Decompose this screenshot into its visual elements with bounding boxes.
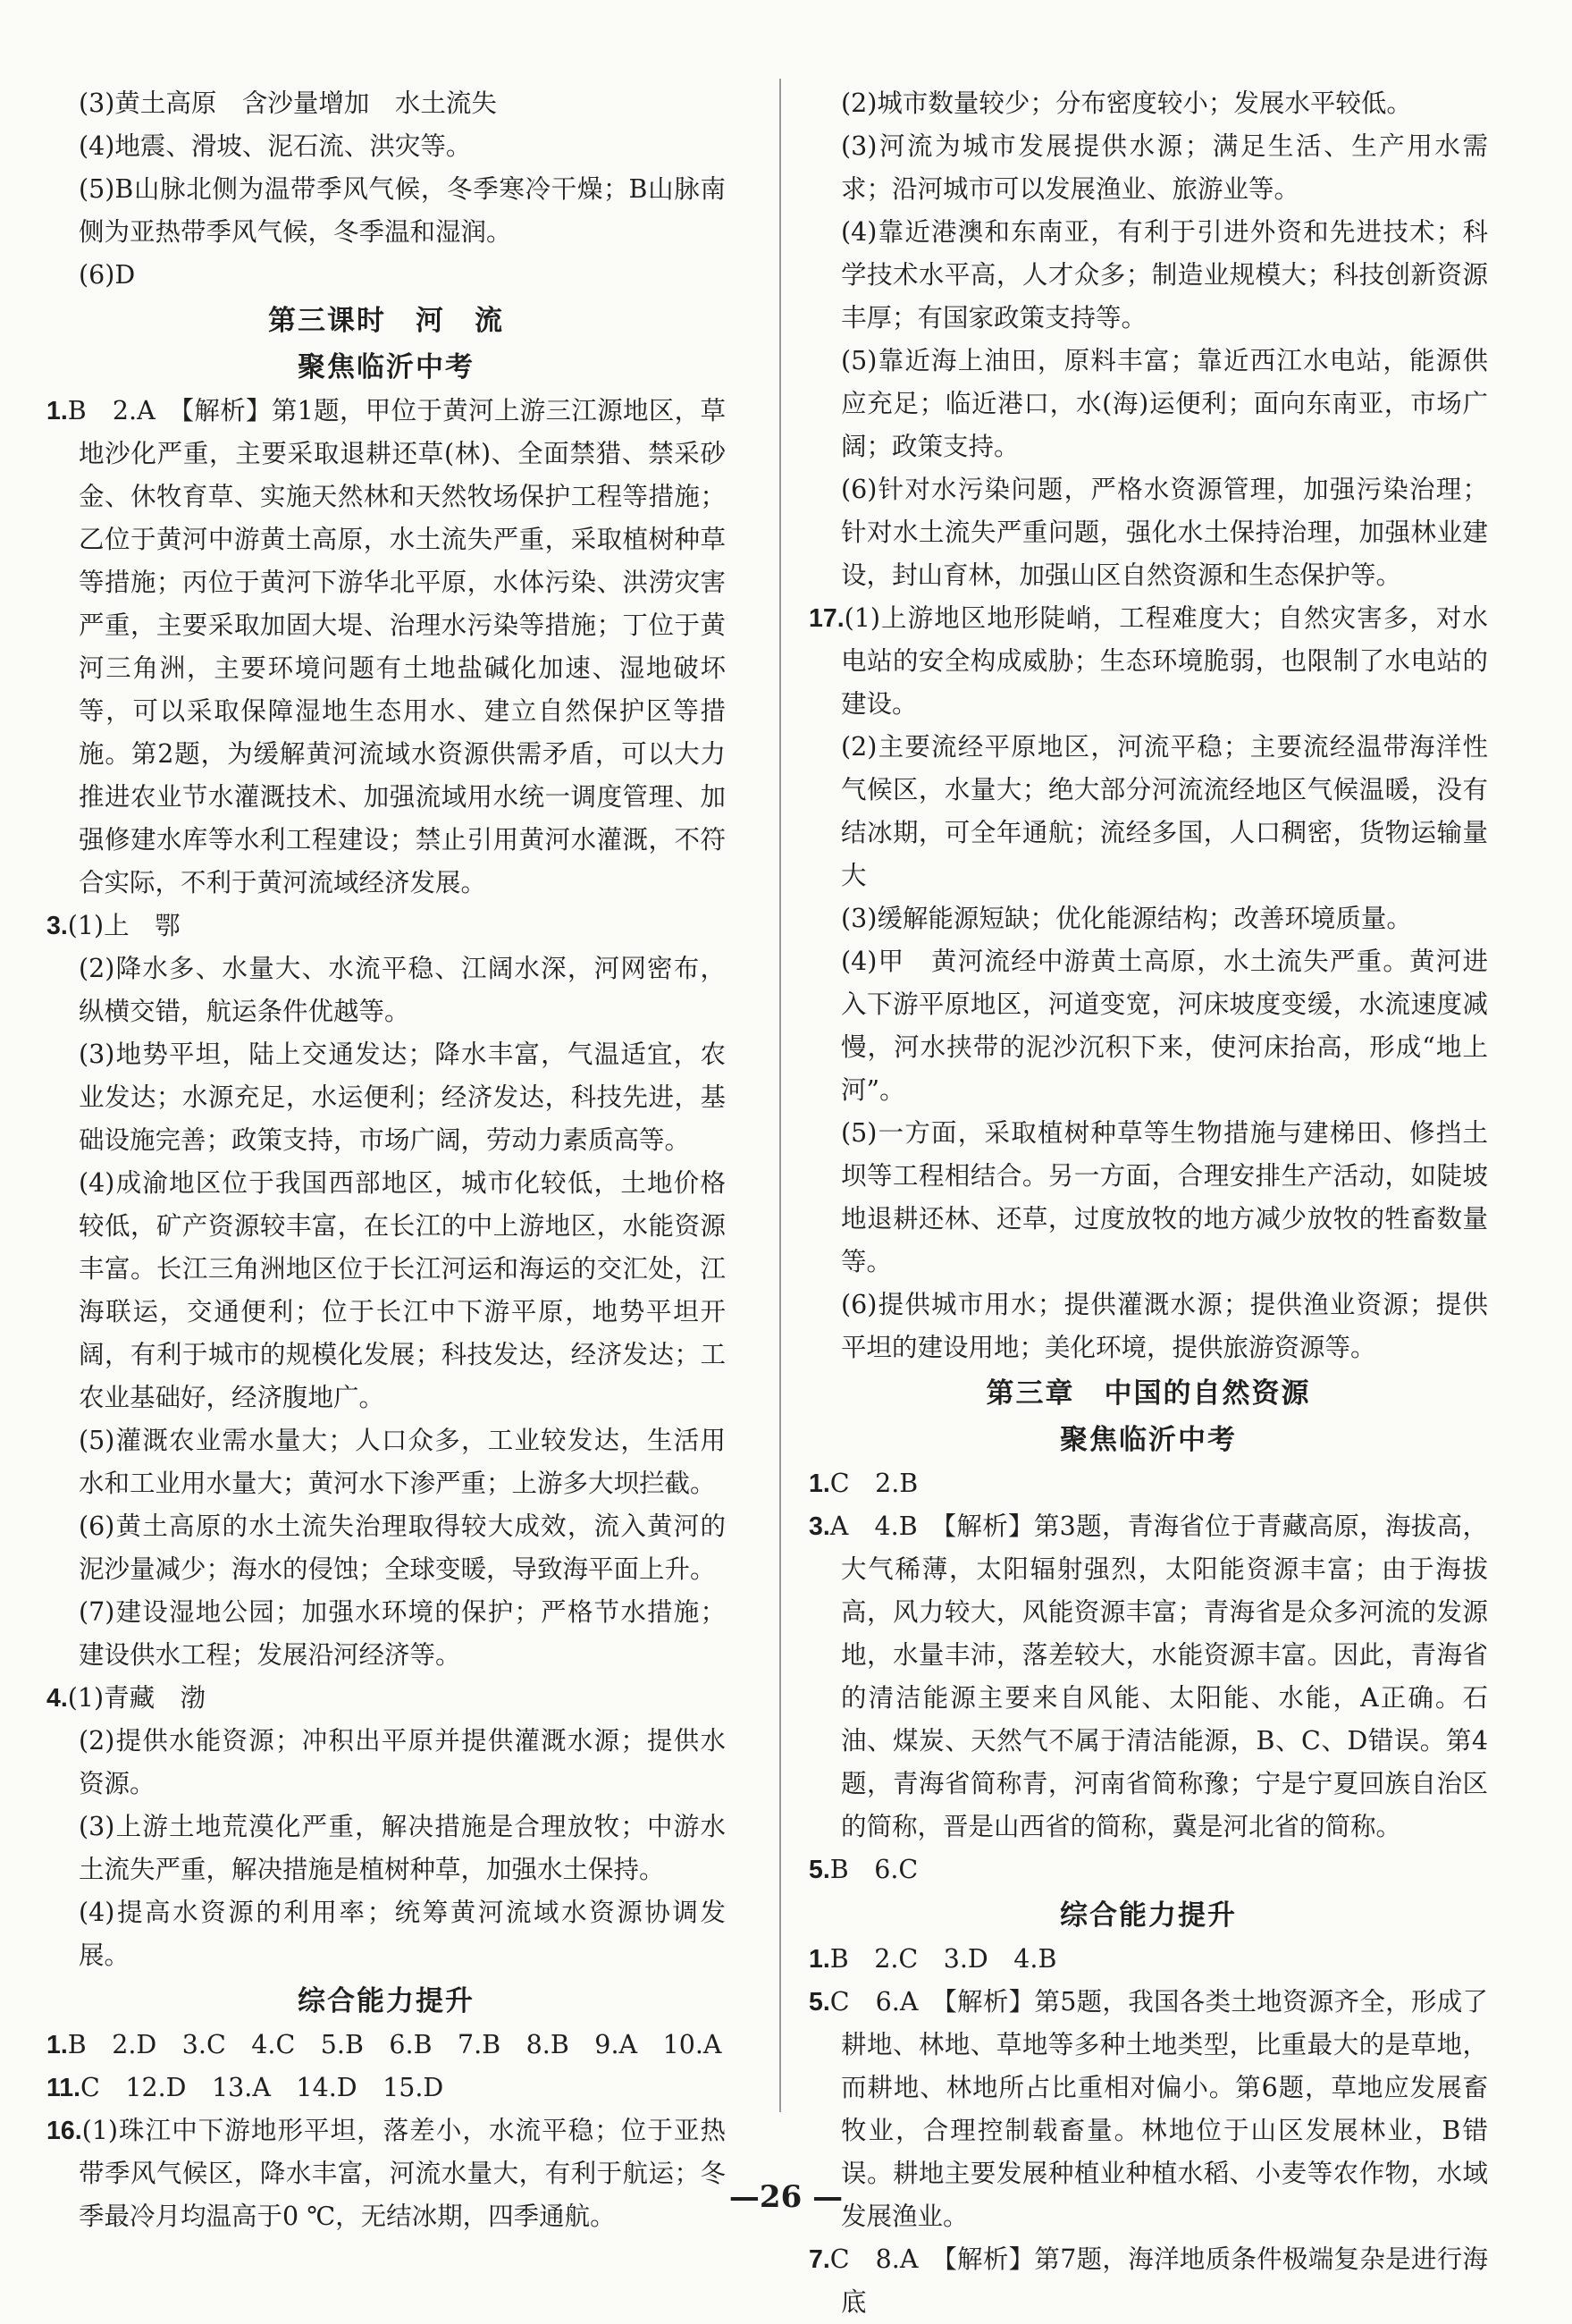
answer-paragraph: (3)上游土地荒漠化严重，解决措施是合理放牧；中游水土流失严重，解决措施是植树种草，加强水土保持。 bbox=[79, 1812, 726, 1884]
question-number: 3. bbox=[809, 1512, 830, 1541]
answer-text: C 8.A 【解析】第7题，海洋地质条件极端复杂是进行海底 bbox=[829, 2244, 1488, 2317]
question-number: 11. bbox=[46, 2074, 81, 2102]
answer-paragraph: (4)甲 黄河流经中游黄土高原，水土流失严重。黄河进入下游平原地区，河道变宽，河床坡度变缓，水流速度减慢，河水挟带的泥沙沉积下来，使河床抬高，形成“地上河”。 bbox=[841, 947, 1488, 1105]
answer-text: (1)上游地区地形陡峭，工程难度大；自然灾害多，对水电站的安全构成威胁；生态环境脆弱，也限制了水电站的建设。 bbox=[841, 603, 1488, 719]
answer-paragraph: (2)降水多、水量大、水流平稳、江阔水深，河网密布，纵横交错，航运条件优越等。 bbox=[79, 954, 726, 1026]
answer-text: B 2.A 【解析】第1题，甲位于黄河上游三江源地区，草地沙化严重，主要采取退耕还草(林)、全面禁猎、禁采砂金、休牧育草、实施天然林和天然牧场保护工程等措施；乙位于黄河中游黄土高原，水土流失严重，采取植树种草等措施；丙位于黄河下游华北平原，水体污染、洪涝灾害严重，主要采取加固大堤、治理水污染等措施；丁位于黄河三角洲，主要环境问题有土地盐碱化加速、湿地破坏等，可以采取保障湿地生态用水、建立自然保护区等措施。第2题，为缓解黄河流域水资源供需矛盾，可以大力推进农业节水灌溉技术、加强流域用水统一调度管理、加强修建水库等水利工程建设；禁止引用黄河水灌溉，不符合实际，不利于黄河流域经济发展。 bbox=[67, 396, 726, 897]
answer-paragraph: (2)主要流经平原地区，河流平稳；主要流经温带海洋性气候区，水量大；绝大部分河流流经地区气候温暖，没有结冰期，可全年通航；流经多国，人口稠密，货物运输量大 bbox=[841, 732, 1488, 890]
answer-text: B 2.C 3.D 4.B bbox=[829, 1944, 1057, 1974]
page-number: —26 — bbox=[728, 2179, 844, 2215]
answer-text: B 6.C bbox=[829, 1855, 919, 1884]
answer-paragraph: (5)靠近海上油田，原料丰富；靠近西江水电站，能源供应充足；临近港口，水(海)运便利；面向东南亚，市场广阔；政策支持。 bbox=[841, 346, 1488, 461]
answer-paragraph: (2)提供水能资源；冲积出平原并提供灌溉水源；提供水资源。 bbox=[79, 1726, 726, 1798]
question-number: 4. bbox=[46, 1684, 68, 1713]
section-heading: 聚焦临沂中考 bbox=[1060, 1424, 1237, 1456]
answer-text: B 2.D 3.C 4.C 5.B 6.B 7.B 8.B 9.A 10.A bbox=[67, 2030, 722, 2059]
answer-item bbox=[809, 1848, 1488, 1891]
answer-paragraph: (7)建设湿地公园；加强水环境的保护；严格节水措施；建设供水工程；发展沿河经济等。 bbox=[79, 1597, 726, 1670]
answer-text: (1)青藏 渤 bbox=[67, 1683, 206, 1713]
answer-item bbox=[809, 1938, 1488, 1981]
section-heading: 聚焦临沂中考 bbox=[298, 351, 475, 383]
answer-paragraph: (4)成渝地区位于我国西部地区，城市化较低，土地价格较低，矿产资源较丰富，在长江的中上游地区，水能资源丰富。长江三角洲地区位于长江河运和海运的交汇处，江海联运，交通便利；位于长江中下游平原，地势平坦开阔，有利于城市的规模化发展；科技发达，经济发达；工农业基础好，经济腹地广。 bbox=[79, 1168, 726, 1412]
question-number: 5. bbox=[809, 1988, 830, 2017]
answer-item bbox=[46, 905, 726, 947]
answer-item bbox=[809, 1505, 1488, 1848]
answer-item bbox=[809, 1462, 1488, 1505]
question-number: 16. bbox=[46, 2117, 82, 2145]
answer-item bbox=[809, 597, 1488, 726]
question-number: 5. bbox=[809, 1856, 830, 1884]
answer-paragraph: (6)针对水污染问题，严格水资源管理，加强污染治理；针对水土流失严重问题，强化水土保持治理，加强林业建设，封山育林，加强山区自然资源和生态保护等。 bbox=[841, 475, 1488, 590]
answer-paragraph: (4)靠近港澳和东南亚，有利于引进外资和先进技术；科学技术水平高，人才众多；制造业规模大；科技创新资源丰厚；有国家政策支持等。 bbox=[841, 217, 1488, 333]
answer-paragraph: (3)缓解能源短缺；优化能源结构；改善环境质量。 bbox=[841, 904, 1412, 933]
answer-item bbox=[46, 1677, 726, 1720]
column-divider bbox=[779, 79, 781, 2112]
answer-paragraph: (3)地势平坦，陆上交通发达；降水丰富，气温适宜，农业发达；水源充足，水运便利；经济发达，科技先进，基础设施完善；政策支持，市场广阔，劳动力素质高等。 bbox=[79, 1040, 726, 1155]
question-number: 7. bbox=[809, 2245, 830, 2274]
answer-paragraph: (3)黄土高原 含沙量增加 水土流失 bbox=[79, 88, 497, 118]
answer-item bbox=[46, 2024, 726, 2067]
answer-item bbox=[809, 2238, 1488, 2324]
section-heading: 综合能力提升 bbox=[298, 1985, 475, 2017]
answer-paragraph: (6)黄土高原的水土流失治理取得较大成效，流入黄河的泥沙量减少；海水的侵蚀；全球变暖，导致海平面上升。 bbox=[79, 1511, 726, 1584]
answer-item bbox=[46, 390, 726, 905]
answer-paragraph: (5)一方面，采取植树种草等生物措施与建梯田、修挡土坝等工程相结合。另一方面，合理安排生产活动，如陡坡地退耕还林、还草，过度放牧的地方减少放牧的牲畜数量等。 bbox=[841, 1118, 1488, 1276]
section-heading: 综合能力提升 bbox=[1060, 1899, 1237, 1932]
answer-paragraph: (4)提高水资源的利用率；统筹黄河流域水资源协调发展。 bbox=[79, 1898, 726, 1970]
answer-text: C 6.A 【解析】第5题，我国各类土地资源齐全，形成了耕地、林地、草地等多种土地类型，比重最大的是草地，而耕地、林地所占比重相对偏小。第6题，草地应发展畜牧业，合理控制载畜量。林地位于山区发展林业，B错误。耕地主要发展种植业种植水稻、小麦等农作物，水域发展渔业。 bbox=[829, 1987, 1488, 2231]
question-number: 17. bbox=[809, 604, 845, 633]
answer-paragraph: (5)B山脉北侧为温带季风气候，冬季寒冷干燥；B山脉南侧为亚热带季风气候，冬季温和湿润。 bbox=[79, 174, 726, 247]
left-column bbox=[46, 82, 726, 2238]
answer-text: A 4.B 【解析】第3题，青海省位于青藏高原，海拔高，大气稀薄，太阳辐射强烈，太阳能资源丰富；由于海拔高，风力较大，风能资源丰富；青海省是众多河流的发源地，水量丰沛，落差较大，水能资源丰富。因此，青海省的清洁能源主要来自风能、太阳能、水能，A正确。石油、煤炭、天然气不属于清洁能源，B、C、D错误。第4题，青海省简称青，河南省简称豫；宁是宁夏回族自治区的简称，晋是山西省的简称，冀是河北省的简称。 bbox=[829, 1511, 1488, 1841]
question-number: 3. bbox=[46, 912, 68, 940]
answer-paragraph: (3)河流为城市发展提供水源；满足生活、生产用水需求；沿河城市可以发展渔业、旅游业等。 bbox=[841, 131, 1488, 204]
section-heading: 第三章 中国的自然资源 bbox=[986, 1377, 1311, 1410]
answer-text: C 12.D 13.A 14.D 15.D bbox=[80, 2073, 444, 2102]
answer-paragraph: (5)灌溉农业需水量大；人口众多，工业较发达，生活用水和工业用水量大；黄河水下渗严重；上游多大坝拦截。 bbox=[79, 1426, 726, 1498]
question-number: 1. bbox=[46, 397, 68, 425]
answer-paragraph: (2)城市数量较少；分布密度较小；发展水平较低。 bbox=[841, 88, 1412, 118]
answer-item bbox=[46, 2109, 726, 2238]
answer-text: C 2.B bbox=[829, 1469, 919, 1498]
section-heading: 第三课时 河 流 bbox=[268, 305, 504, 337]
answer-paragraph: (4)地震、滑坡、泥石流、洪灾等。 bbox=[79, 131, 472, 161]
right-column bbox=[809, 82, 1488, 2324]
answer-paragraph: (6)提供城市用水；提供灌溉水源；提供渔业资源；提供平坦的建设用地；美化环境，提供旅游资源等。 bbox=[841, 1290, 1488, 1362]
answer-item bbox=[46, 2067, 726, 2109]
question-number: 1. bbox=[809, 1945, 830, 1974]
question-number: 1. bbox=[46, 2031, 68, 2059]
answer-paragraph: (6)D bbox=[79, 260, 136, 290]
answer-text: (1)上 鄂 bbox=[67, 911, 181, 940]
question-number: 1. bbox=[809, 1469, 830, 1498]
answer-text: (1)珠江中下游地形平坦，落差小，水流平稳；位于亚热带季风气候区，降水丰富，河流水量大，有利于航运；冬季最冷月均温高于0 ℃，无结冰期，四季通航。 bbox=[79, 2116, 726, 2231]
